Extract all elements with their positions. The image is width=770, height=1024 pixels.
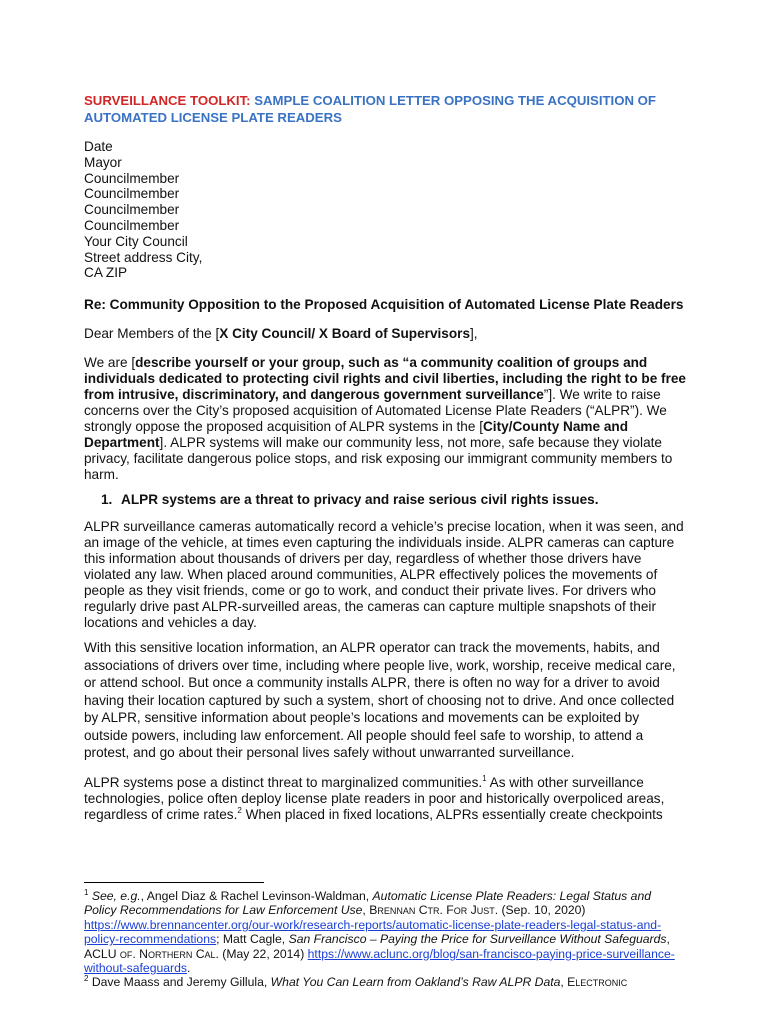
footnote-1 <box>84 889 686 975</box>
salutation-pre: Dear Members of the [ <box>84 326 220 342</box>
intro-placeholder: City/County Name and Department <box>84 419 629 451</box>
footnote-text: (Sep. 10, 2020) <box>498 903 586 918</box>
address-line: Mayor <box>84 154 122 170</box>
footnote-org: Electronic <box>567 975 628 990</box>
footnote-divider <box>84 882 264 883</box>
page-title <box>84 92 686 126</box>
footnote-text: (May 22, 2014) <box>218 946 308 961</box>
footnote-link[interactable]: https://www.aclunc.org/blog/san-francisco-paying-price-surveillance-without-safeguards <box>84 946 675 976</box>
body-paragraph-3 <box>84 775 686 823</box>
address-line: Councilmember <box>84 170 180 186</box>
footnote-signal: See, e.g. <box>91 889 141 903</box>
paragraph-text: When placed in fixed locations, ALPRs essentially create checkpoints <box>241 806 663 822</box>
paragraph-text: ALPR systems pose a distinct threat to marginalized communities. <box>84 774 483 790</box>
footnote-text: ; Matt Cagle, <box>216 932 289 947</box>
title-colon: : <box>246 93 251 108</box>
footnote-title: What You Can Learn from Oakland’s Raw ALPR Data <box>270 975 561 990</box>
footnote-number: 2 <box>84 974 89 984</box>
section-heading <box>84 492 686 508</box>
intro-text: ]. ALPR systems will make our community less, not more, safe because they violate privacy, facilitate dangerous police stops, and risk exposing our immigrant community members to harm. <box>84 435 673 483</box>
salutation-placeholder: X City Council/ X Board of Supervisors <box>219 326 471 342</box>
footnote-ref[interactable]: 2 <box>237 805 242 815</box>
intro-text: We are [ <box>84 355 136 371</box>
letter-body <box>84 92 686 823</box>
address-line: Your City Council <box>84 233 188 249</box>
title-rest: SAMPLE COALITION LETTER OPPOSING THE ACQUISITION OF AUTOMATED LICENSE PLATE READERS <box>84 93 656 125</box>
salutation <box>84 326 686 342</box>
footnote-title: San Francisco – Paying the Price for Surveillance Without Safeguards <box>288 932 667 947</box>
address-line: Councilmember <box>84 217 180 233</box>
section-number: 1. <box>101 492 113 508</box>
address-line: Councilmember <box>84 186 180 202</box>
footnote-text: , <box>560 975 568 990</box>
footnote-org: of. Northern Cal. <box>119 946 219 961</box>
address-block <box>84 139 686 281</box>
footnote-org: Brennan Ctr. For Just. <box>369 903 499 918</box>
body-paragraph-1: ALPR surveillance cameras automatically record a vehicle’s precise location, when it was seen, and an image of the vehicle, at times even capturing the individuals inside. ALPR cameras can capture this information about thousands of drivers per day, regardless of whether those drivers have violated any law. When placed around communities, ALPR effectively polices the movements of people as they visit friends, come or go to work, and conduct their private lives. For drivers who regularly drive past ALPR-surveilled areas, the cameras can capture multiple snapshots of their locations and vehicles a day. <box>84 519 684 631</box>
footnote-text: . <box>186 961 191 976</box>
salutation-post: ], <box>470 326 478 342</box>
footnote-number: 1 <box>84 888 89 897</box>
footnote-text: , <box>362 903 370 918</box>
paragraph-text: As with other surveillance technologies, police often deploy license plate readers in poor and historically overpoliced areas, regardless of crime rates. <box>84 774 665 822</box>
section-heading-text: ALPR systems are a threat to privacy and raise serious civil rights issues. <box>121 492 599 508</box>
footnote-title: Automatic License Plate Readers: Legal Status and Policy Recommendations for Law Enforcement Use <box>84 889 651 918</box>
intro-text: ”]. We write to raise concerns over the City’s proposed acquisition of Automated License Plate Readers (“ALPR”). We strongly oppose the proposed acquisition of ALPR systems in the [ <box>84 387 667 435</box>
address-line: CA ZIP <box>84 265 128 281</box>
intro-paragraph <box>84 355 686 483</box>
footnote-text: , Angel Diaz & Rachel Levinson-Waldman, <box>140 889 373 903</box>
footnote-2 <box>84 975 686 989</box>
footnote-link[interactable]: https://www.brennancenter.org/our-work/research-reports/automatic-license-plate-readers-legal-status-and-policy-recommendations <box>84 917 662 947</box>
footnote-text: , ACLU <box>84 932 670 961</box>
footnote-ref[interactable]: 1 <box>482 773 487 783</box>
footnotes <box>84 882 686 990</box>
title-prefix: SURVEILLANCE TOOLKIT <box>84 93 247 108</box>
address-line: Date <box>84 139 113 154</box>
address-line: Street address City, <box>84 249 203 265</box>
intro-placeholder: describe yourself or your group, such as “a community coalition of groups and individuals dedicated to protecting civil rights and civil liberties, including the right to be free from intrusive, discriminatory, and dangerous government surveillance <box>84 355 686 403</box>
body-paragraph-2: With this sensitive location information, an ALPR operator can track the movements, habits, and associations of drivers over time, including where people live, work, worship, receive medical care, or attend school. But once a community installs ALPR, there is often no way for a driver to avoid having their location captured by such a system, short of choosing not to drive. And once collected by ALPR, sensitive information about people’s locations and movements can be exploited by outside powers, including law enforcement. All people should feel safe to worship, to attend a protest, and go about their personal lives safely without unwarranted surveillance. <box>84 640 676 761</box>
footnote-text: Dave Maass and Jeremy Gillula, <box>88 975 271 990</box>
address-line: Councilmember <box>84 202 180 218</box>
re-line: Re: Community Opposition to the Proposed Acquisition of Automated License Plate Readers <box>84 297 684 313</box>
